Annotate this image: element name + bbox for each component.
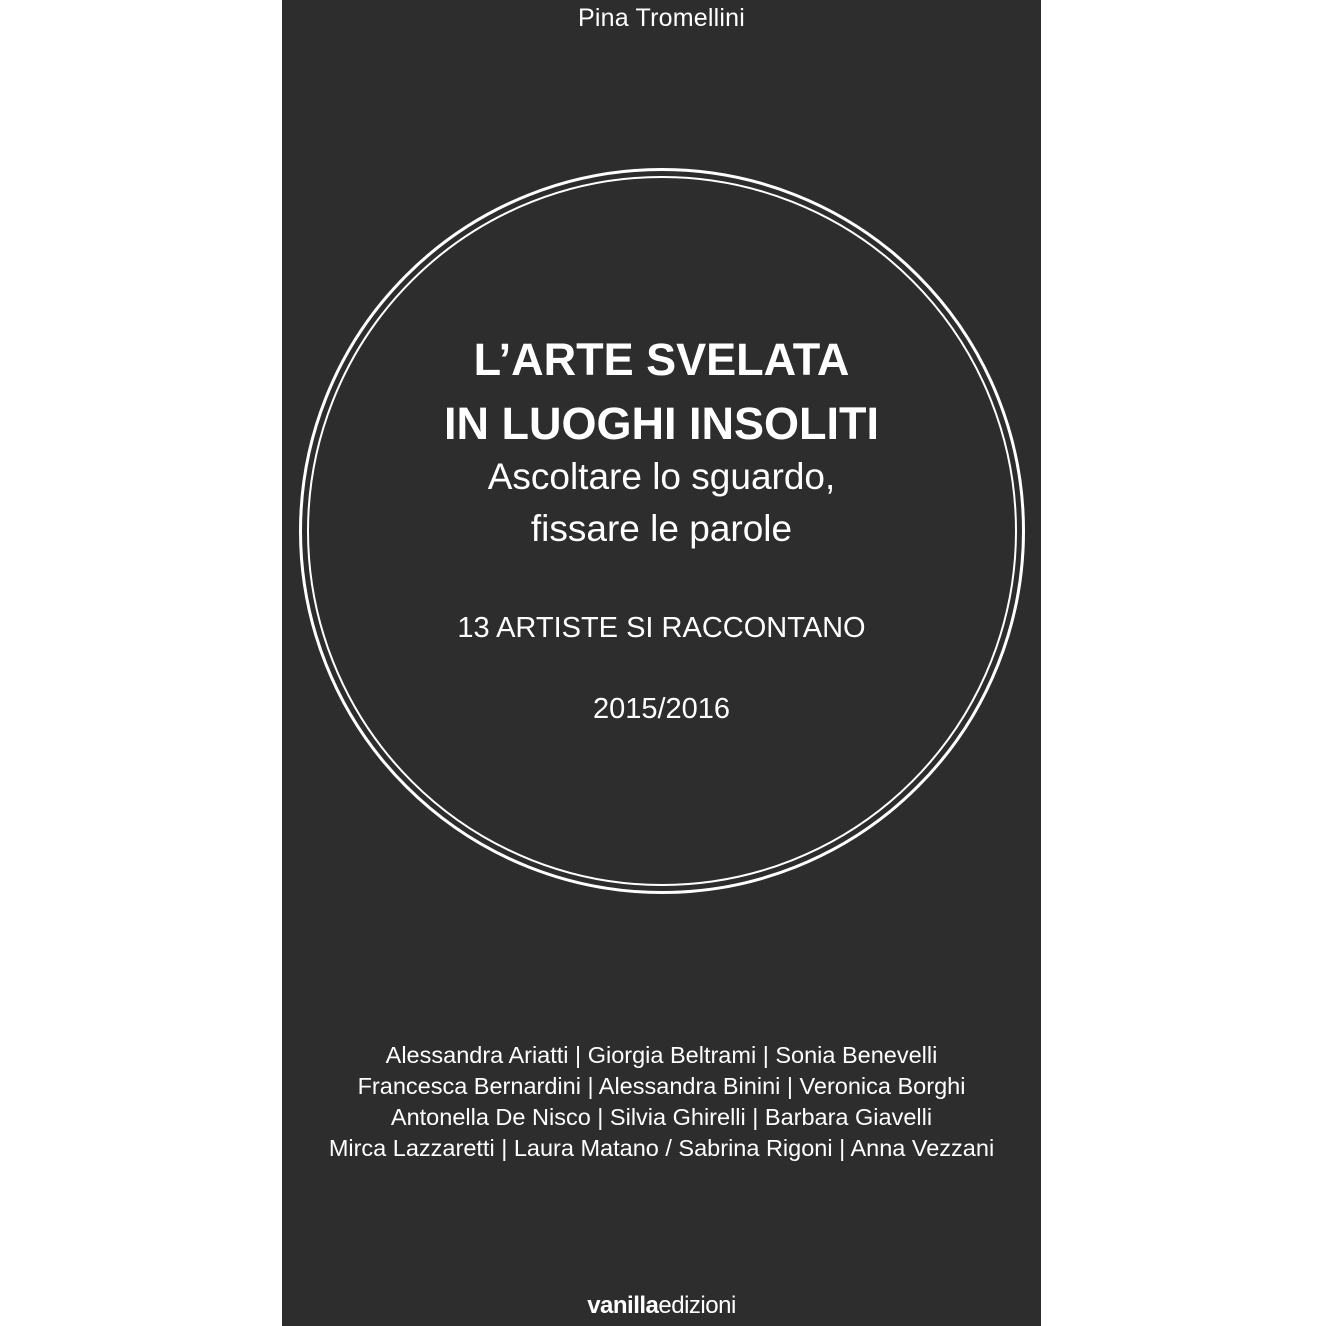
title-line-1: L’ARTE SVELATA xyxy=(473,334,850,385)
title-line-2: IN LUOGHI INSOLITI xyxy=(444,398,879,449)
artists-list xyxy=(282,1040,1041,1164)
publisher-name-part1: vanilla xyxy=(587,1292,659,1319)
publisher-logo xyxy=(282,1292,1041,1320)
subtitle-line-2: fissare le parole xyxy=(530,508,793,549)
artists-line: Francesca Bernardini | Alessandra Binini | Veronica Borghi xyxy=(357,1073,966,1099)
author-name: Pina Tromellini xyxy=(578,4,745,32)
subtitle-line-1: Ascoltare lo sguardo, xyxy=(487,456,836,497)
publisher-name-part2: edizioni xyxy=(658,1292,736,1319)
artists-line: Mirca Lazzaretti | Laura Matano / Sabrina Rigoni | Anna Vezzani xyxy=(328,1135,995,1161)
artists-line: Alessandra Ariatti | Giorgia Beltrami | Sonia Benevelli xyxy=(385,1042,938,1068)
artists-line: Antonella De Nisco | Silvia Ghirelli | Barbara Giavelli xyxy=(390,1104,933,1130)
years: 2015/2016 xyxy=(592,693,731,725)
tagline: 13 ARTISTE SI RACCONTANO xyxy=(457,612,866,644)
book-cover xyxy=(282,0,1041,1326)
